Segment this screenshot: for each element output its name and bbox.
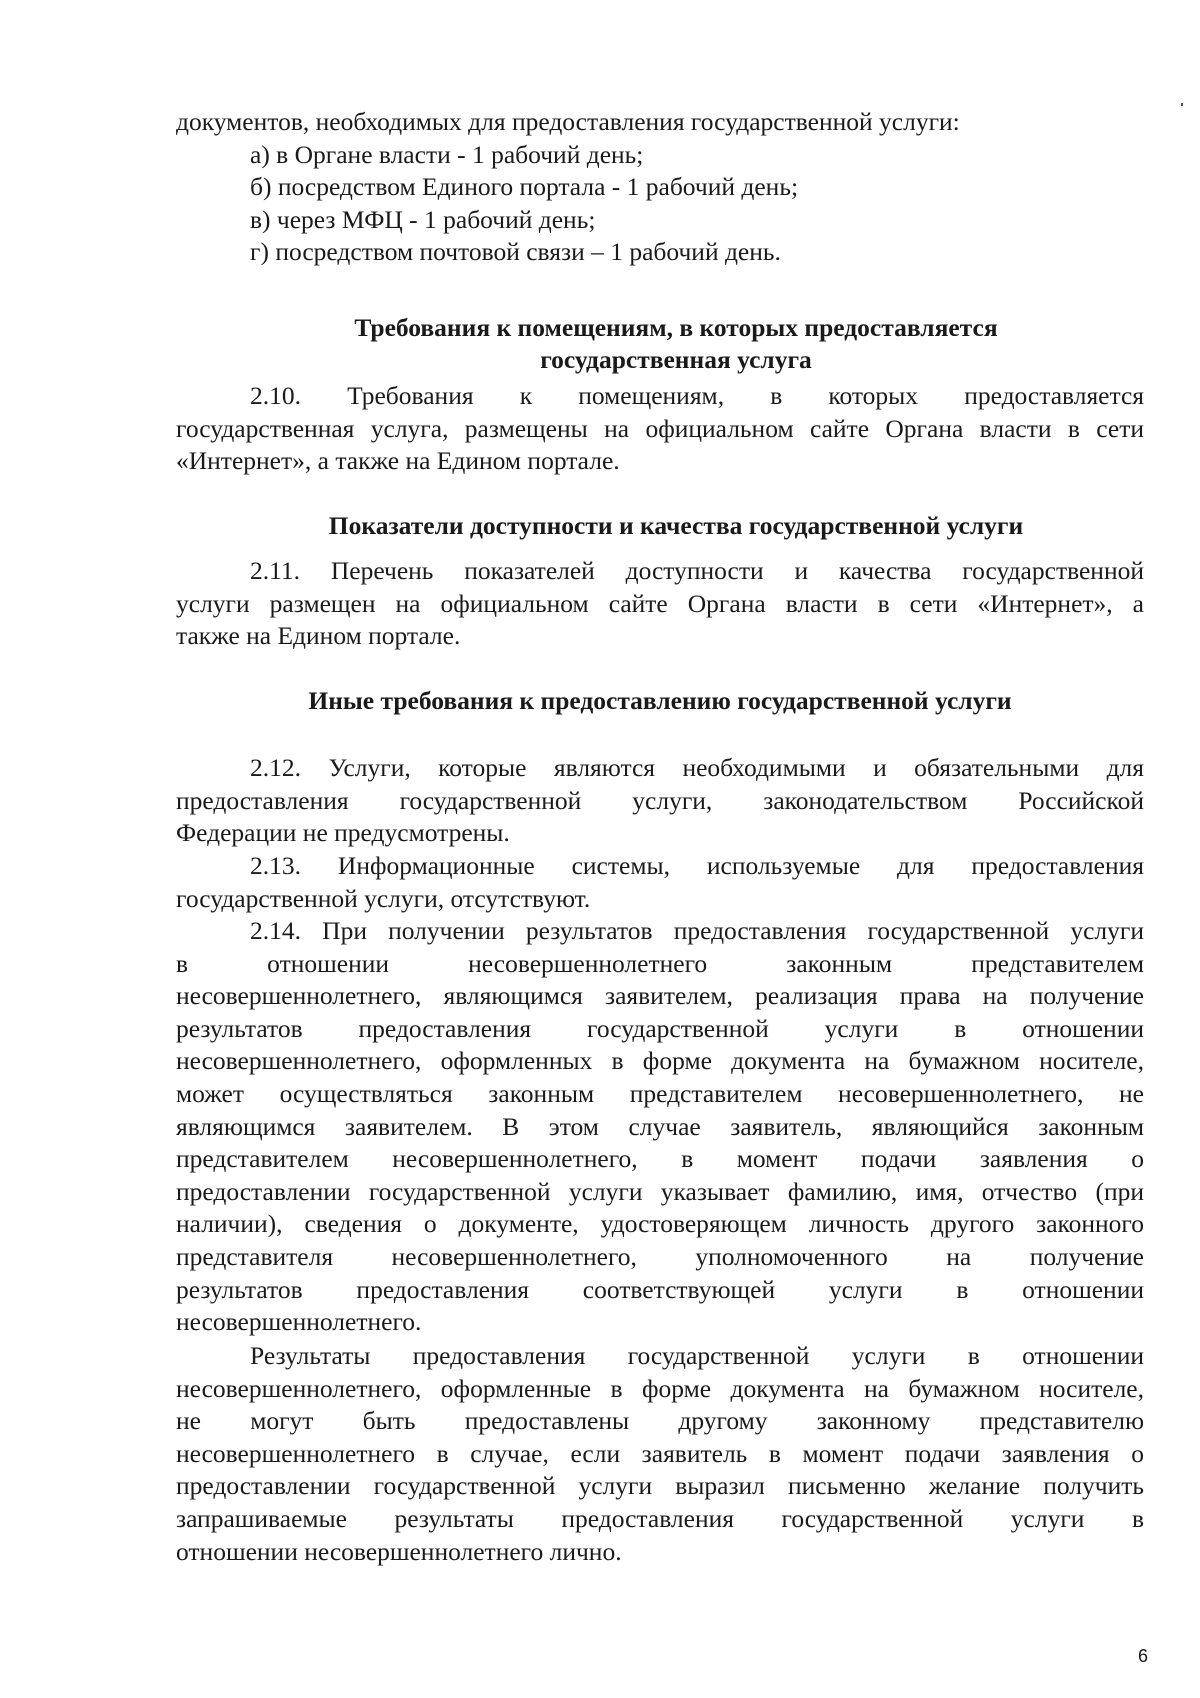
text-line: документов, необходимых для предоставления государственной услуги:	[176, 107, 960, 136]
text-line: предоставлении государственной услуги указывает фамилию, имя, отчество (при	[176, 1176, 1144, 1206]
text-line: услуги размещен на официальном сайте Органа власти в сети «Интернет», а	[176, 588, 1144, 618]
list-item: а) в Органе власти - 1 рабочий день;	[250, 139, 644, 169]
intro-list	[176, 106, 1144, 269]
text-line: государственной услуги, отсутствуют.	[176, 883, 591, 913]
text-line: наличии), сведения о документе, удостоверяющем личность другого законного	[176, 1209, 1144, 1239]
paragraph-results	[176, 1340, 1144, 1568]
text-line: предоставления государственной услуги, законодательством Российской	[176, 785, 1144, 815]
heading-line: Показатели доступности и качества государственной услуги	[328, 511, 1024, 540]
section-heading-other	[176, 685, 1144, 717]
paragraph-2-10	[176, 380, 1144, 478]
text-line: предоставлении государственной услуги выразил письменно желание получить	[176, 1471, 1144, 1501]
text-line: результатов предоставления соответствующей услуги в отношении	[176, 1274, 1144, 1304]
heading-line: Иные требования к предоставлению государственной услуги	[308, 686, 1012, 715]
text-line: 2.10. Требования к помещениям, в которых предоставляется	[250, 381, 1144, 410]
text-line: несовершеннолетнего, оформленные в форме документа на бумажном носителе,	[176, 1373, 1144, 1403]
page-number: 6	[1137, 1646, 1148, 1666]
text-line: несовершеннолетнего, оформленных в форме документа на бумажном носителе,	[176, 1046, 1144, 1076]
text-line: в отношении несовершеннолетнего законным представителем	[176, 948, 1144, 978]
list-item: б) посредством Единого портала - 1 рабочий день;	[250, 172, 799, 202]
heading-line: государственная услуга	[540, 345, 812, 374]
text-line: также на Едином портале.	[176, 621, 461, 651]
paragraph-2-13	[176, 850, 1144, 915]
paragraph-2-12	[176, 752, 1144, 850]
text-line: 2.13. Информационные системы, используемые для предоставления	[250, 851, 1144, 880]
heading-line: Требования к помещениям, в которых предоставляется	[354, 313, 998, 342]
text-line: представителем несовершеннолетнего, в момент подачи заявления о	[176, 1144, 1144, 1174]
text-line: 2.12. Услуги, которые являются необходимыми и обязательными для	[250, 753, 1144, 782]
list-item: г) посредством почтовой связи – 1 рабочий день.	[250, 237, 781, 267]
section-heading-indicators	[192, 510, 1160, 542]
text-line: 2.11. Перечень показателей доступности и качества государственной	[250, 556, 1144, 585]
text-line: Федерации не предусмотрены.	[176, 818, 510, 848]
text-line: отношении несовершеннолетнего лично.	[176, 1536, 622, 1566]
text-line: может осуществляться законным представителем несовершеннолетнего, не	[176, 1078, 1144, 1108]
text-line: несовершеннолетнего.	[176, 1307, 422, 1337]
text-line: 2.14. При получении результатов предоставления государственной услуги	[250, 916, 1144, 945]
text-line: являющимся заявителем. В этом случае заявитель, являющийся законным	[176, 1111, 1144, 1141]
paragraph-2-11	[176, 555, 1144, 653]
text-line: запрашиваемые результаты предоставления государственной услуги в	[176, 1503, 1144, 1533]
text-line: Результаты предоставления государственной услуги в отношении	[250, 1341, 1144, 1370]
text-line: представителя несовершеннолетнего, уполномоченного на получение	[176, 1241, 1144, 1271]
section-heading-premises	[192, 312, 1160, 376]
text-line: государственная услуга, размещены на официальном сайте Органа власти в сети	[176, 413, 1144, 443]
paragraph-2-14	[176, 915, 1144, 1339]
text-line: несовершеннолетнего, являющимся заявителем, реализация права на получение	[176, 981, 1144, 1011]
text-line: несовершеннолетнего в случае, если заявитель в момент подачи заявления о	[176, 1438, 1144, 1468]
text-line: не могут быть предоставлены другому законному представителю	[176, 1406, 1144, 1436]
text-line: результатов предоставления государственной услуги в отношении	[176, 1013, 1144, 1043]
scan-speck	[1181, 103, 1183, 106]
list-item: в) через МФЦ - 1 рабочий день;	[250, 204, 596, 234]
text-line: «Интернет», а также на Едином портале.	[176, 446, 620, 476]
